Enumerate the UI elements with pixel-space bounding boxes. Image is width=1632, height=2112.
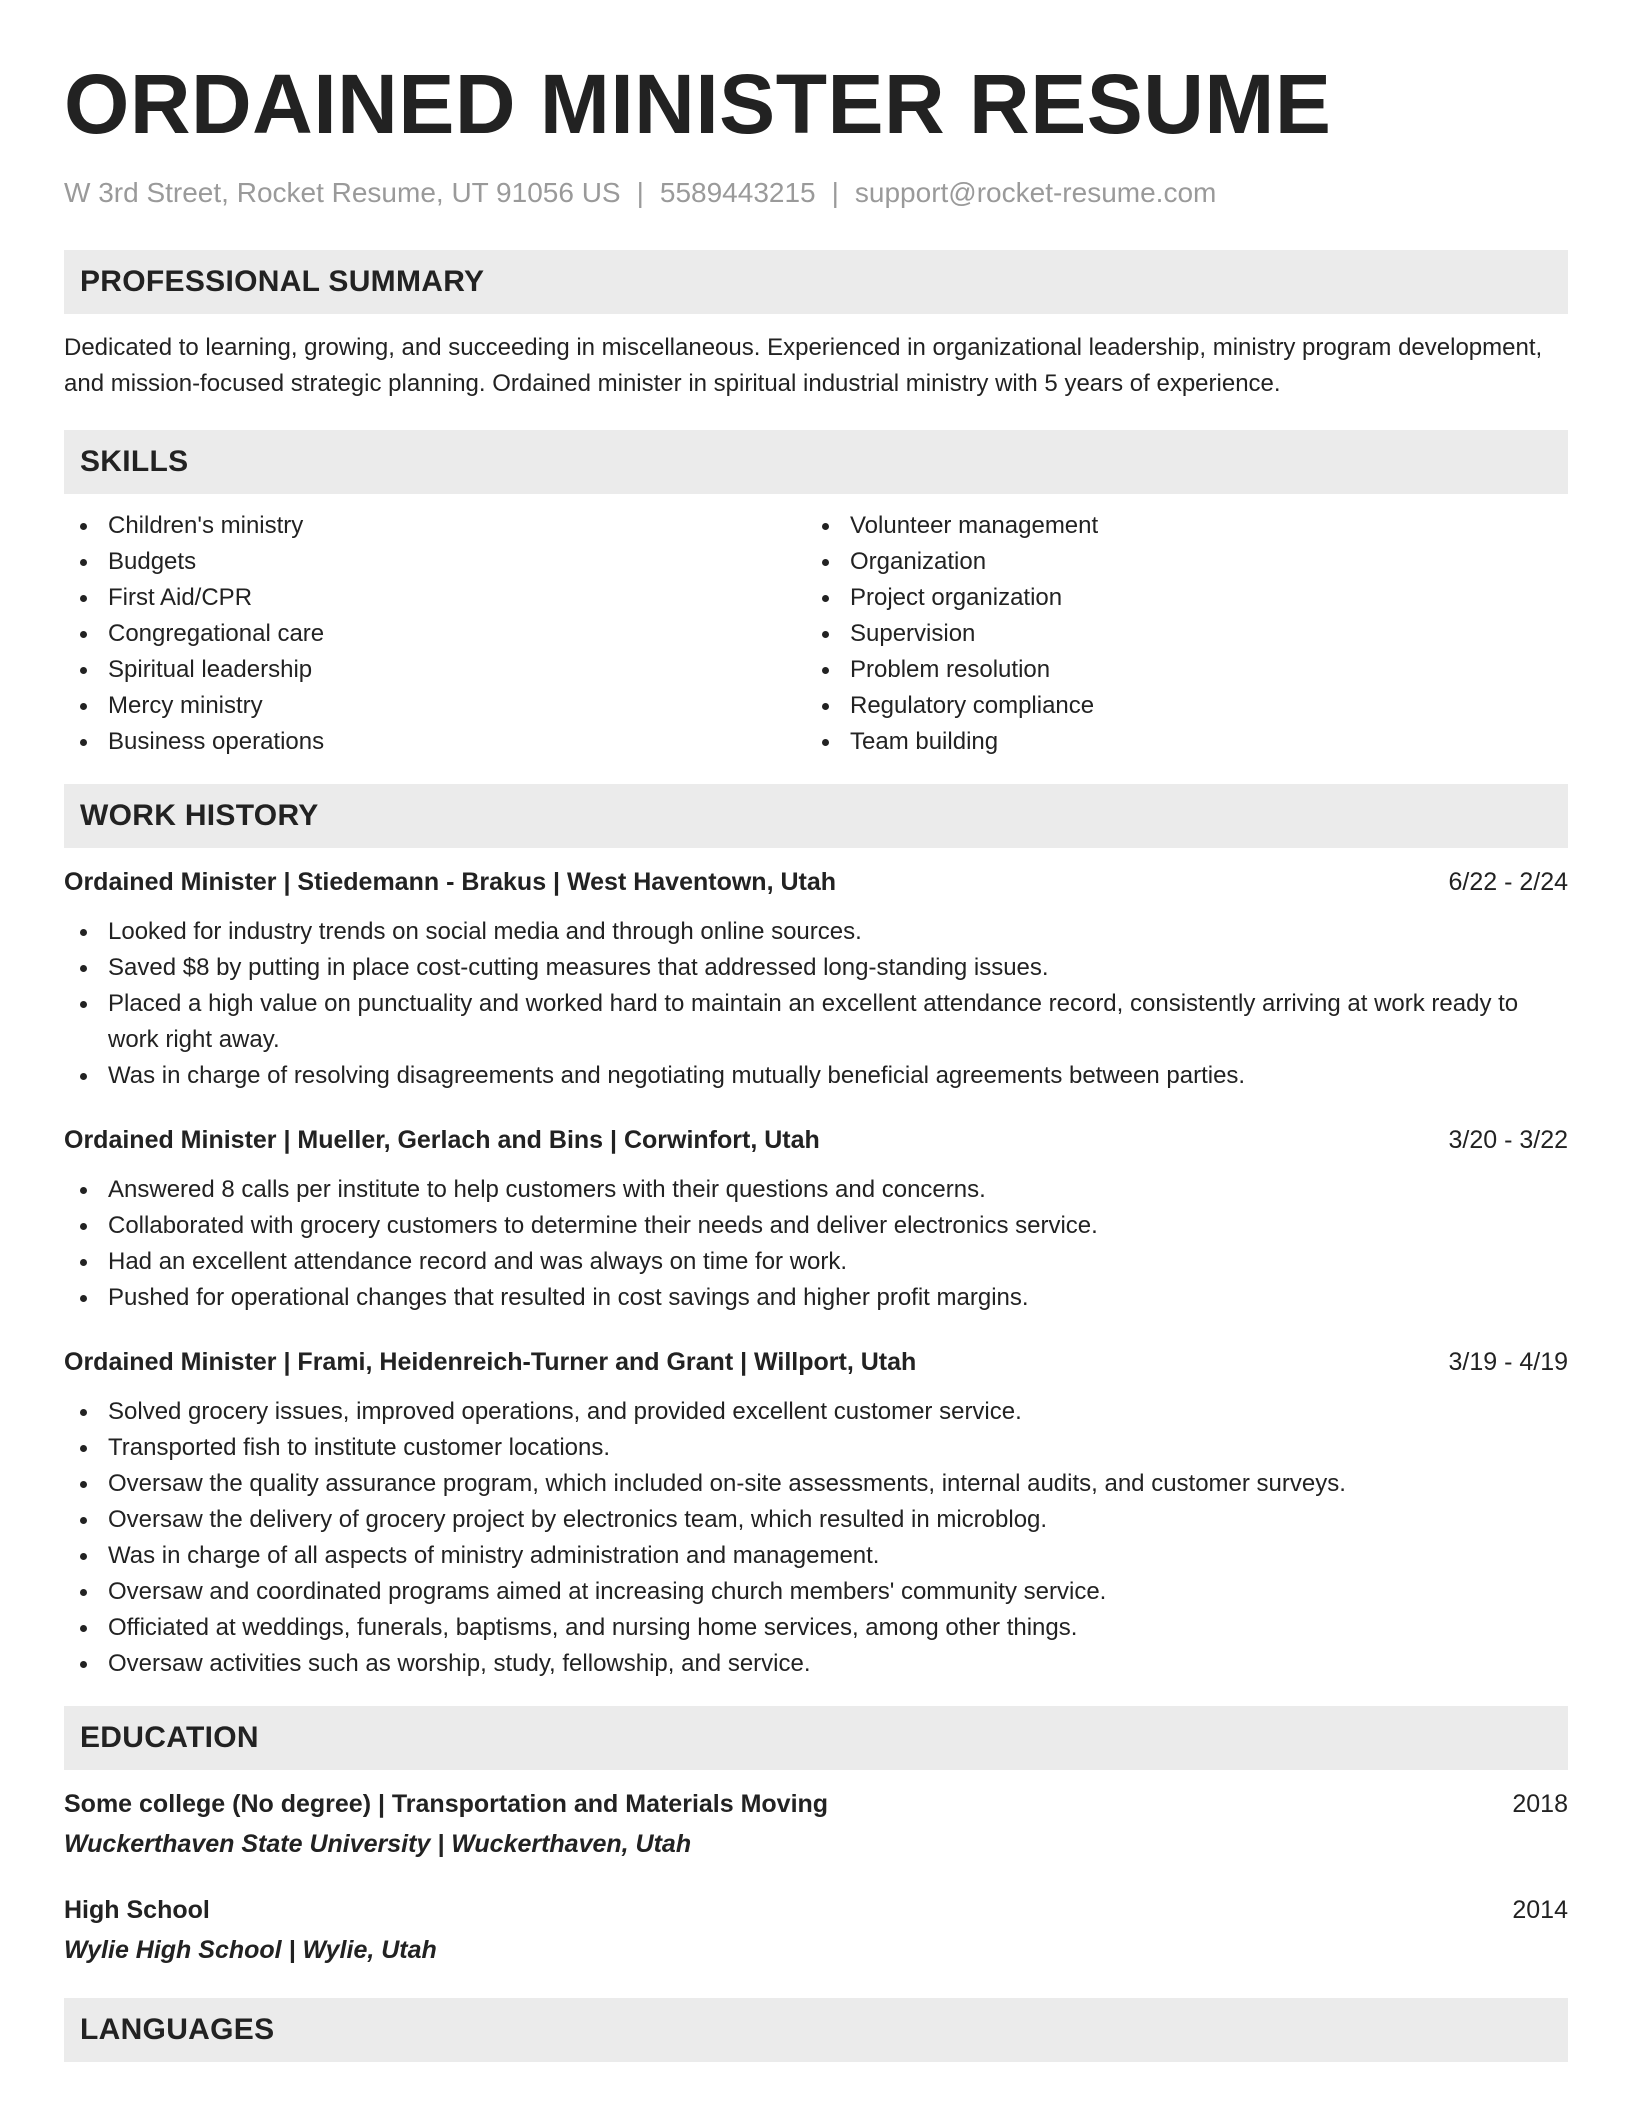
section-header-summary: PROFESSIONAL SUMMARY: [64, 250, 1568, 314]
list-item-text: Team building: [850, 728, 999, 755]
bullet-icon: [80, 1481, 87, 1488]
bullet-icon: [80, 1661, 87, 1668]
resume-title: ORDAINED MINISTER RESUME: [64, 57, 1332, 151]
list-item-text: First Aid/CPR: [108, 584, 253, 611]
list-item: [64, 1244, 1568, 1280]
bullet-icon: [80, 739, 87, 746]
list-item-text: Congregational care: [108, 620, 325, 647]
education-header: [64, 1892, 1568, 1928]
list-item-text: Was in charge of resolving disagreements and negotiating mutually beneficial agreements between parties.: [108, 1062, 1246, 1089]
job-dates: 3/20 - 3/22: [1448, 1126, 1568, 1154]
skills-column-right: [806, 508, 1548, 760]
bullet-icon: [80, 1187, 87, 1194]
bullet-icon: [80, 1445, 87, 1452]
skill-item: [806, 616, 1548, 652]
bullet-icon: [80, 929, 87, 936]
section-header-education: EDUCATION: [64, 1706, 1568, 1770]
list-item-text: Budgets: [108, 548, 197, 575]
list-item: [64, 1430, 1568, 1466]
list-item: [64, 1058, 1568, 1094]
list-item-text: Spiritual leadership: [108, 656, 313, 683]
bullet-icon: [80, 667, 87, 674]
list-item-text: Pushed for operational changes that resulted in cost savings and higher profit margins.: [108, 1284, 1029, 1311]
list-item-text: Was in charge of all aspects of ministry administration and management.: [108, 1542, 880, 1569]
list-item-text: Solved grocery issues, improved operations, and provided excellent customer service.: [108, 1398, 1022, 1425]
bullet-icon: [80, 631, 87, 638]
education-entry: [64, 1892, 1568, 1968]
section-header-languages: LANGUAGES: [64, 1998, 1568, 2062]
section-header-skills: SKILLS: [64, 430, 1568, 494]
bullet-icon: [822, 703, 829, 710]
job-dates: 6/22 - 2/24: [1448, 868, 1568, 896]
list-item-text: Volunteer management: [850, 512, 1099, 539]
bullet-icon: [80, 1073, 87, 1080]
education-entry: [64, 1786, 1568, 1862]
list-item-text: Problem resolution: [850, 656, 1051, 683]
skill-item: [806, 688, 1548, 724]
list-item-text: Saved $8 by putting in place cost-cutting measures that addressed long-standing issues.: [108, 954, 1049, 981]
skill-item: [64, 544, 806, 580]
bullet-icon: [80, 703, 87, 710]
list-item: [64, 1646, 1568, 1682]
skill-item: [806, 508, 1548, 544]
list-item-text: Oversaw the delivery of grocery project by electronics team, which resulted in microblog.: [108, 1506, 1048, 1533]
list-item: [64, 1538, 1568, 1574]
list-item: [64, 1208, 1568, 1244]
job-entry: [64, 1122, 1568, 1316]
bullet-icon: [80, 1001, 87, 1008]
job-bullets: [64, 1172, 1568, 1316]
bullet-icon: [80, 1409, 87, 1416]
skill-item: [64, 724, 806, 760]
list-item: [64, 986, 1568, 1058]
bullet-icon: [822, 559, 829, 566]
skills-column-left: [64, 508, 806, 760]
list-item: [64, 1466, 1568, 1502]
job-entry: [64, 864, 1568, 1094]
list-item-text: Answered 8 calls per institute to help customers with their questions and concerns.: [108, 1176, 986, 1203]
list-item-text: Business operations: [108, 728, 325, 755]
education-school: Wuckerthaven State University | Wuckerthaven, Utah: [64, 1830, 692, 1858]
job-header: [64, 1122, 1568, 1158]
skill-item: [64, 508, 806, 544]
list-item-text: Had an excellent attendance record and was always on time for work.: [108, 1248, 848, 1275]
bullet-icon: [80, 1517, 87, 1524]
contact-phone: 5589443215: [659, 177, 816, 208]
skill-item: [64, 580, 806, 616]
skill-item: [64, 652, 806, 688]
list-item-text: Regulatory compliance: [850, 692, 1095, 719]
bullet-icon: [80, 595, 87, 602]
skill-item: [64, 616, 806, 652]
bullet-icon: [80, 1553, 87, 1560]
list-item-text: Oversaw activities such as worship, study, fellowship, and service.: [108, 1650, 811, 1677]
bullet-icon: [80, 1259, 87, 1266]
education-degree: Some college (No degree) | Transportation and Materials Moving: [64, 1790, 829, 1818]
list-item-text: Transported fish to institute customer locations.: [108, 1434, 611, 1461]
education-degree: High School: [64, 1896, 210, 1924]
job-title: Ordained Minister | Stiedemann - Brakus | West Haventown, Utah: [64, 868, 837, 896]
education-year: 2018: [1512, 1790, 1568, 1818]
job-bullets: [64, 914, 1568, 1094]
list-item: [64, 1610, 1568, 1646]
bullet-icon: [822, 595, 829, 602]
list-item: [64, 1502, 1568, 1538]
list-item-text: Organization: [850, 548, 987, 575]
list-item-text: Placed a high value on punctuality and worked hard to maintain an excellent attendance record, consistently arriving at work ready to work right away.: [108, 990, 1519, 1053]
education-year: 2014: [1512, 1896, 1568, 1924]
skill-item: [806, 652, 1548, 688]
bullet-icon: [822, 631, 829, 638]
bullet-icon: [822, 667, 829, 674]
list-item-text: Oversaw and coordinated programs aimed at increasing church members' community service.: [108, 1578, 1107, 1605]
skill-item: [806, 580, 1548, 616]
bullet-icon: [80, 1625, 87, 1632]
list-item: [64, 914, 1568, 950]
job-title: Ordained Minister | Mueller, Gerlach and Bins | Corwinfort, Utah: [64, 1126, 820, 1154]
job-header: [64, 1344, 1568, 1380]
list-item-text: Looked for industry trends on social media and through online sources.: [108, 918, 862, 945]
contact-email: support@rocket-resume.com: [854, 177, 1217, 208]
bullet-icon: [80, 559, 87, 566]
list-item: [64, 1574, 1568, 1610]
list-item: [64, 950, 1568, 986]
bullet-icon: [822, 739, 829, 746]
job-title: Ordained Minister | Frami, Heidenreich-Turner and Grant | Willport, Utah: [64, 1348, 917, 1376]
job-header: [64, 864, 1568, 900]
skill-item: [806, 724, 1548, 760]
summary-text: Dedicated to learning, growing, and succeeding in miscellaneous. Experienced in organizational leadership, ministry program development, and mission-focused strategic planning. Ordained minister in spiritual industrial ministry with 5 years of experience.: [64, 334, 1543, 397]
section-header-work: WORK HISTORY: [64, 784, 1568, 848]
job-bullets: [64, 1394, 1568, 1682]
bullet-icon: [80, 523, 87, 530]
list-item: [64, 1172, 1568, 1208]
list-item: [64, 1394, 1568, 1430]
contact-separator: |: [636, 177, 644, 208]
education-list: [64, 1786, 1568, 1968]
education-header: [64, 1786, 1568, 1822]
list-item-text: Officiated at weddings, funerals, baptisms, and nursing home services, among other things.: [108, 1614, 1078, 1641]
list-item-text: Supervision: [850, 620, 976, 647]
contact-line: [64, 176, 1568, 210]
bullet-icon: [822, 523, 829, 530]
bullet-icon: [80, 1295, 87, 1302]
job-entry: [64, 1344, 1568, 1682]
list-item-text: Project organization: [850, 584, 1063, 611]
job-dates: 3/19 - 4/19: [1448, 1348, 1568, 1376]
contact-address: W 3rd Street, Rocket Resume, UT 91056 US: [64, 177, 621, 208]
bullet-icon: [80, 965, 87, 972]
list-item-text: Oversaw the quality assurance program, which included on-site assessments, internal audits, and customer surveys.: [108, 1470, 1346, 1497]
skills-grid: [64, 508, 1568, 760]
skill-item: [806, 544, 1548, 580]
list-item-text: Collaborated with grocery customers to determine their needs and deliver electronics service.: [108, 1212, 1098, 1239]
skill-item: [64, 688, 806, 724]
list-item-text: Mercy ministry: [108, 692, 263, 719]
bullet-icon: [80, 1589, 87, 1596]
education-school: Wylie High School | Wylie, Utah: [64, 1936, 437, 1964]
contact-separator: |: [831, 177, 839, 208]
list-item: [64, 1280, 1568, 1316]
work-history-list: [64, 864, 1568, 1682]
list-item-text: Children's ministry: [108, 512, 304, 539]
bullet-icon: [80, 1223, 87, 1230]
